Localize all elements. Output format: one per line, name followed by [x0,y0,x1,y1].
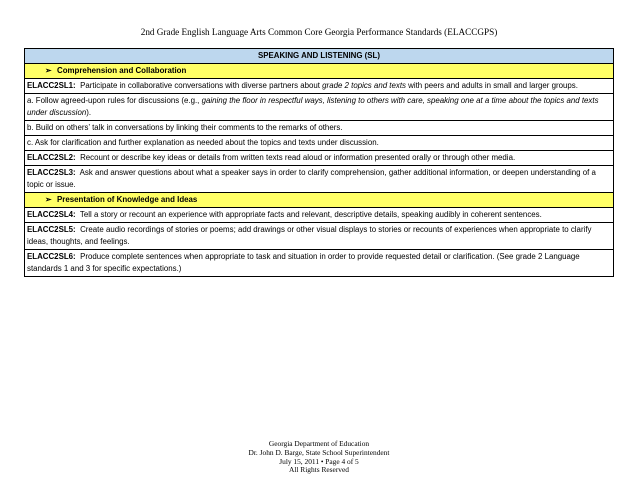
standard-cell [25,151,614,166]
footer-date-page: July 15, 2011 • Page 4 of 5 [279,456,359,466]
standard-code: ELACC2SL1: [27,81,76,90]
standard-text: Tell a story or recount an experience with appropriate facts and relevant, descriptive details, speaking audibly in coherent sentences. [79,210,542,219]
standard-code: ELACC2SL3: [27,168,76,177]
standard-text: with peers and adults in small and larger groups. [405,81,578,90]
table-title: SPEAKING AND LISTENING (SL) [25,49,614,64]
table-row [25,121,614,136]
footer-superintendent: Dr. John D. Barge, State School Superintendent [248,447,390,457]
arrow-bullet-icon: ➢ [45,66,52,75]
footer-department: Georgia Department of Education [268,439,370,448]
table-row [25,151,614,166]
table-row [25,208,614,223]
standard-text-italic: gaining the floor in respectful ways, listening to others with care, speaking one at a time about the topics and texts under discussion [27,96,599,117]
footer-rights: All Rights Reserved [289,465,349,475]
standard-text: a. Follow agreed-upon rules for discussions (e.g., [27,96,202,105]
page-footer [0,440,638,475]
standard-cell [25,166,614,193]
standard-cell [25,94,614,121]
table-row [25,166,614,193]
table-title-row [25,49,614,64]
standard-code: ELACC2SL5: [27,225,76,234]
document-header: 2nd Grade English Language Arts Common Core Georgia Performance Standards (ELACCGPS) [140,27,498,37]
standard-cell [25,223,614,250]
standard-text: c. Ask for clarification and further explanation as needed about the topics and texts under discussion. [27,138,379,147]
standard-text: Ask and answer questions about what a speaker says in order to clarify comprehension, gather additional information, or deepen understanding of a topic or issue. [27,168,596,189]
standard-cell [25,121,614,136]
standard-cell [25,250,614,277]
table-row [25,79,614,94]
standard-text: Recount or describe key ideas or details from written texts read aloud or information presented orally or through other media. [80,153,516,162]
section-heading-row [25,193,614,208]
standard-cell [25,79,614,94]
section-heading-text: Presentation of Knowledge and Ideas [57,195,198,204]
section-heading [25,193,614,208]
standard-text: b. Build on others’ talk in conversations by linking their comments to the remarks of others. [27,123,343,132]
standard-code: ELACC2SL4: [27,210,76,219]
section-heading-row [25,64,614,79]
arrow-bullet-icon: ➢ [45,195,52,204]
standard-text-italic: grade 2 topics and texts [322,81,406,90]
table-row [25,136,614,151]
standard-text: Create audio recordings of stories or poems; add drawings or other visual displays to stories or recounts of experiences when appropriate to clarify ideas, thoughts, and feelings. [27,225,592,246]
table-row [25,250,614,277]
standard-code: ELACC2SL2: [27,153,76,162]
standards-table [24,48,614,277]
standard-text: Participate in collaborative conversations with diverse partners about [80,81,323,90]
standard-text: Produce complete sentences when appropriate to task and situation in order to provide requested detail or clarification. (See grade 2 Language standards 1 and 3 for specific expectations.) [27,252,580,273]
standard-text: ). [86,108,92,117]
table-row [25,223,614,250]
section-heading [25,64,614,79]
standard-code: ELACC2SL6: [27,252,76,261]
standard-cell [25,136,614,151]
section-heading-text: Comprehension and Collaboration [57,66,187,75]
standard-cell [25,208,614,223]
table-row [25,94,614,121]
